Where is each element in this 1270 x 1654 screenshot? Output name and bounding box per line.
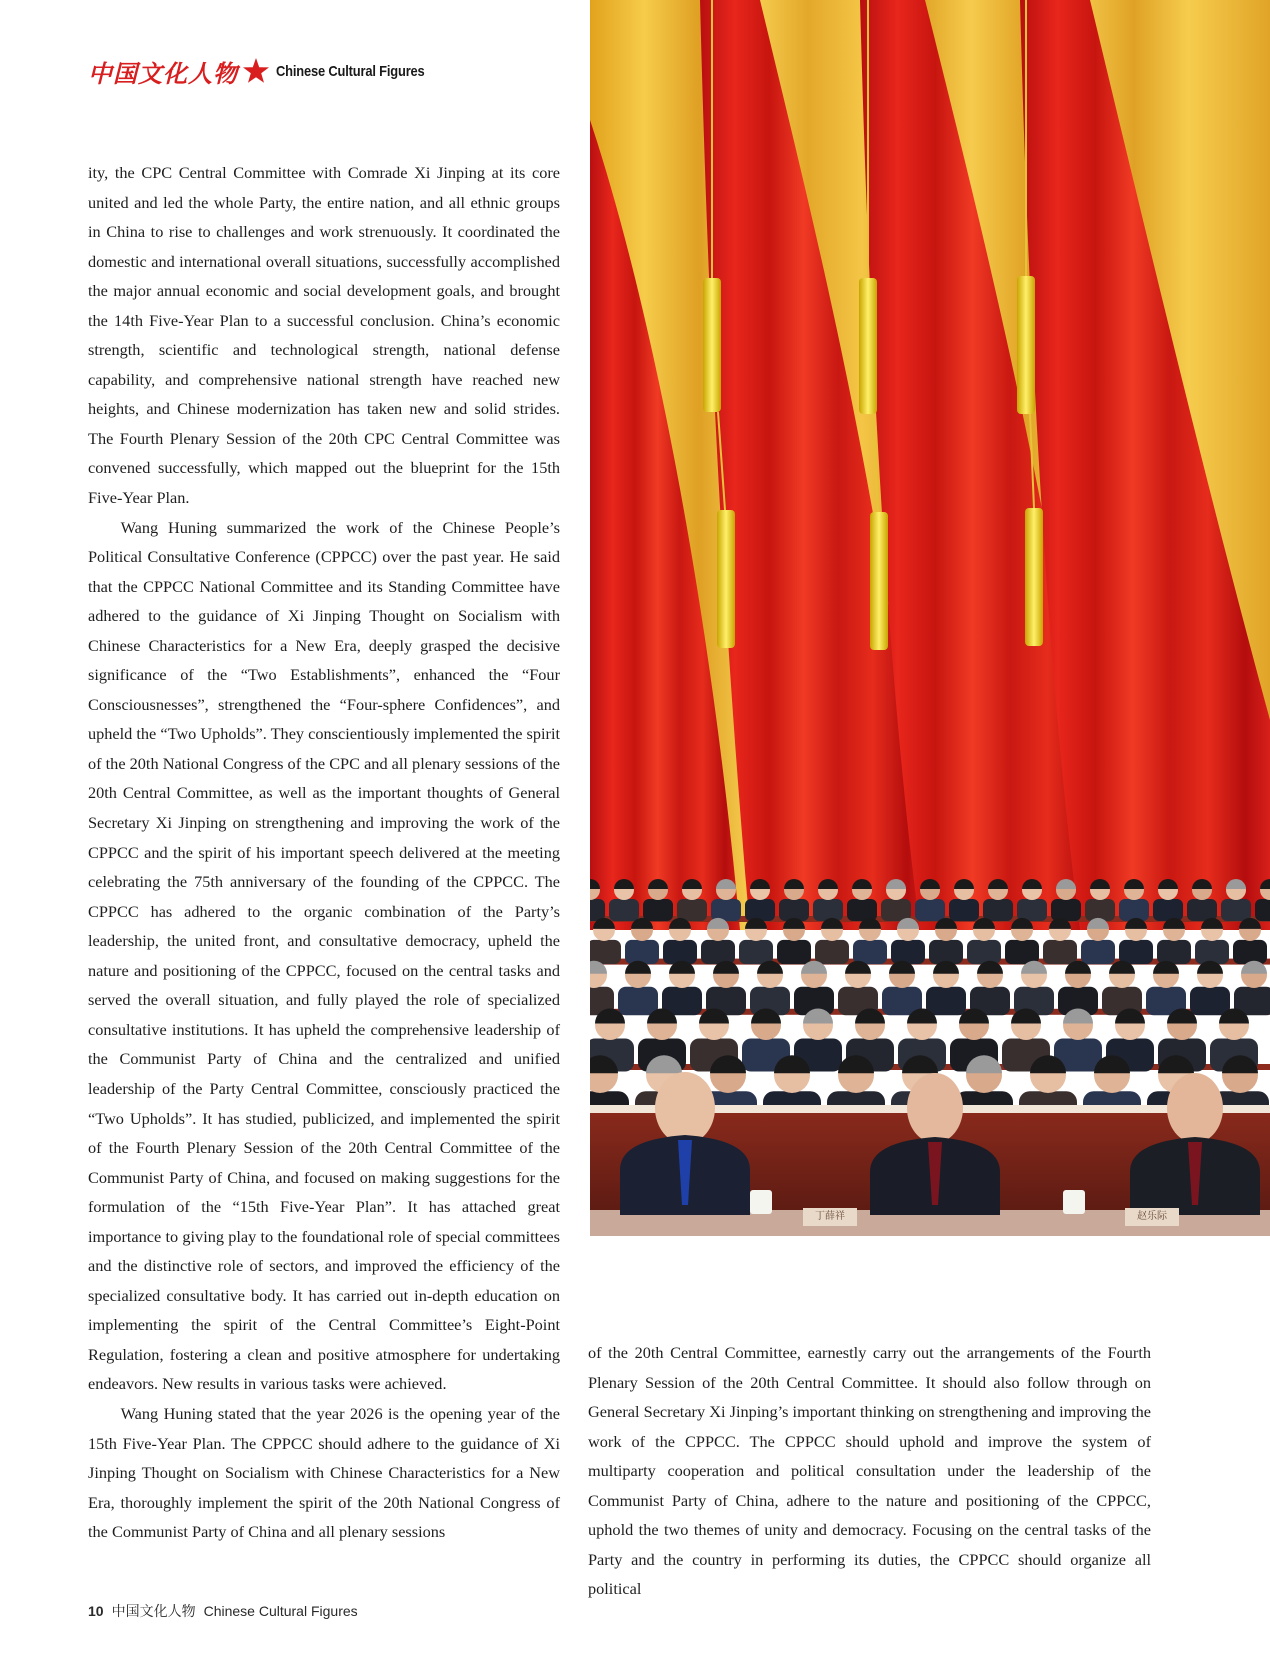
name-plate: 赵乐际 [1125,1208,1179,1226]
right-text-column [588,1338,1151,1604]
left-text-column [88,158,560,1547]
footer-magazine-cn: 中国文化人物 [111,1603,196,1619]
masthead-title-en: Chinese Cultural Figures [276,62,425,80]
paragraph: ity, the CPC Central Committee with Comrade Xi Jinping at its core united and led the whole Party, the entire nation, and all ethnic groups in China to rise to challenges and work strenuously. It coordinated the domestic and international overall situations, successfully accomplished the major annual economic and social development goals, and brought the 14th Five-Year Plan to a successful conclusion. China’s economic strength, scientific and technological strength, national defense capability, and comprehensive national strength have reached new heights, and Chinese modernization has taken new and solid strides. The Fourth Plenary Session of the 20th CPC Central Committee was convened successfully, which mapped out the blueprint for the 15th Five-Year Plan. [88,163,560,508]
name-plate: 丁薛祥 [803,1208,857,1226]
page-number: 10 [88,1603,104,1619]
paragraph: Wang Huning summarized the work of the Chinese People’s Political Consultative Conference (CPPCC) over the past year. He said that the CPPCC National Committee and its Standing Committee have adhered to the guidance of Xi Jinping Thought on Socialism with Chinese Characteristics for a New Era, deeply grasped the decisive significance of the “Two Establishments”, enhanced the “Four Consciousnesses”, strengthened the “Four-sphere Confidences”, and upheld the “Two Upholds”. They conscientiously implemented the spirit of the 20th National Congress of the CPC and all plenary sessions of the 20th Central Committee, as well as the important thoughts of General Secretary Xi Jinping on strengthening and improving the work of the CPPCC and the spirit of his important speech delivered at the meeting celebrating the 75th anniversary of the founding of the CPPCC. The CPPCC has adhered to the organic combination of the Party’s leadership, the united front, and consultative democracy, upheld the nature and positioning of the CPPCC, focused on the central tasks and served the overall situation, and fully played the role of specialized consultative institutions. It has upheld the comprehensive leadership of the Communist Party of China and the centralized and unified leadership of the Party Central Committee, consciously practiced the “Two Upholds”. It has studied, publicized, and implemented the spirit of the Fourth Plenary Session of the 20th Central Committee of the Communist Party of China, and focused on making suggestions for the formulation of the “15th Five-Year Plan”. It has attached great importance to giving play to the foundational role of special committees and the distinctive role of sectors, and improved the efficiency of the specialized consultative body. It has carried out in-depth education on implementing the spirit of the Central Committee’s Eight-Point Regulation, fostering a clean and positive atmosphere for undertaking endeavors. New results in various tasks were achieved. [88,517,560,1394]
red-star-icon [242,57,270,85]
assembly-photo [590,0,1270,1270]
paragraph: of the 20th Central Committee, earnestly carry out the arrangements of the Fourth Plenary Session of the 20th Central Committee. It should also follow through on General Secretary Xi Jinping’s important thinking on strengthening and improving the work of the CPPCC. The CPPCC should uphold and improve the system of multiparty cooperation and political consultation under the leadership of the Communist Party of China, adhere to the nature and positioning of the CPPCC, uphold the two themes of unity and democracy. Focusing on the central tasks of the Party and the country in performing its duties, the CPPCC should organize all political [588,1343,1151,1599]
footer-magazine-en: Chinese Cultural Figures [203,1603,358,1619]
masthead-title-cn: 中国文化人物 [88,58,238,88]
masthead [88,55,449,87]
paragraph: Wang Huning stated that the year 2026 is the opening year of the 15th Five-Year Plan. The CPPCC should adhere to the guidance of Xi Jinping Thought on Socialism with Chinese Characteristics for a New Era, thoroughly implement the spirit of the 20th National Congress of the Communist Party of China and all plenary sessions [88,1403,560,1542]
page-footer [88,1601,358,1621]
